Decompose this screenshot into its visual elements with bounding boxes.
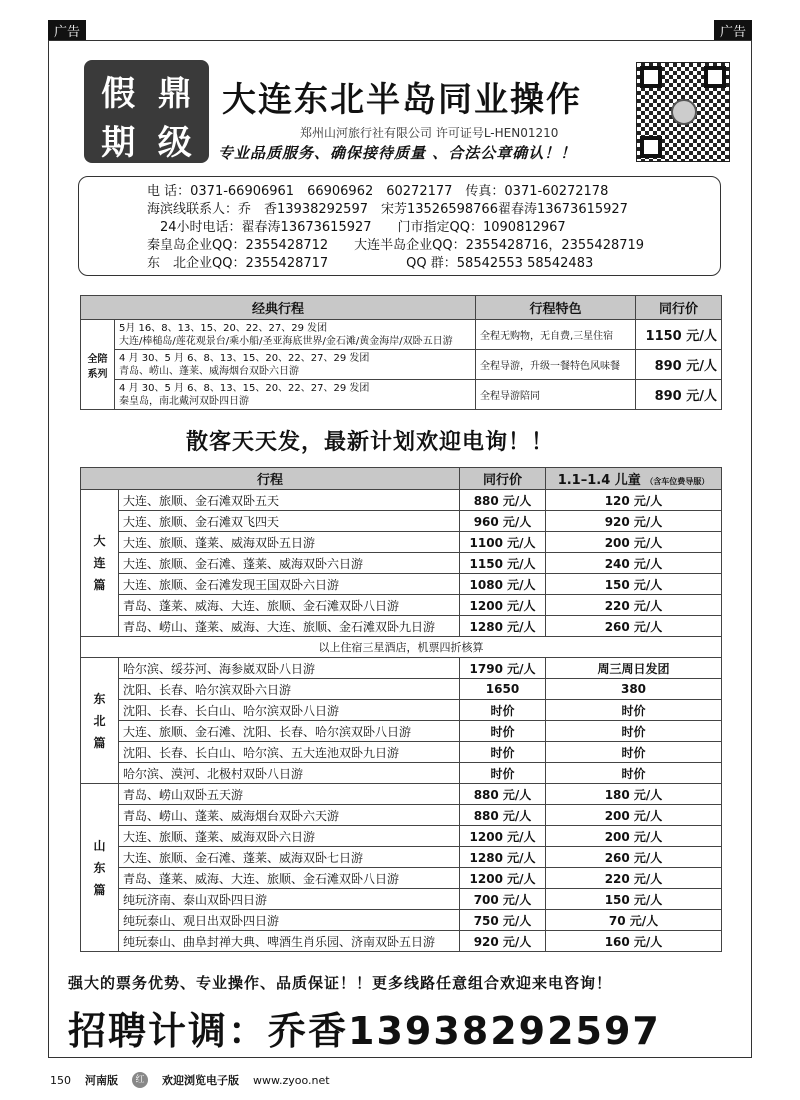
route-cell: 大连、旅顺、蓬莱、威海双卧六日游 [119,826,460,847]
col-header: 行程 [81,468,460,490]
child-price-cell: 380 [546,679,722,700]
child-price-cell: 时价 [546,763,722,784]
scattered-tour-table [80,467,722,952]
badge-icon: 红 [132,1072,148,1088]
page-footer [50,1072,330,1088]
license-info: 郑州山河旅行社有限公司 许可证号L-HEN01210 [300,126,559,140]
price-cell: 1280 元/人 [460,616,546,637]
child-price-cell: 220 元/人 [546,868,722,889]
contact-row: 东 北企业QQ：2355428717 QQ 群：58542553 58542483 [147,256,594,271]
section-label: 东 北 篇 [81,658,119,784]
child-price-cell: 200 元/人 [546,826,722,847]
child-price-cell: 260 元/人 [546,616,722,637]
route-cell: 纯玩泰山、观日出双卧四日游 [119,910,460,931]
table-row [81,763,722,784]
ad-tag-left: 广告 [48,20,86,41]
price-cell: 1200 元/人 [460,826,546,847]
edition: 河南版 [85,1074,118,1087]
route-cell: 青岛、崂山、蓬莱、威海、大连、旅顺、金石滩双卧九日游 [119,616,460,637]
section-label: 大 连 篇 [81,490,119,637]
qr-code [636,62,730,162]
itinerary-cell: 4 月 30、5 月 6、8、13、15、20、22、27、29 发团 秦皇岛，南北戴河双卧四日游 [115,380,476,410]
table-row [81,553,722,574]
recruit-line: 招聘计调：乔香13938292597 [68,1009,661,1053]
price-cell: 700 元/人 [460,889,546,910]
child-price-cell: 180 元/人 [546,784,722,805]
price-cell: 890 元/人 [636,350,722,380]
table-row [81,658,722,679]
logo-char: 级 [157,123,192,163]
price-cell: 1200 元/人 [460,868,546,889]
child-price-cell: 150 元/人 [546,889,722,910]
price-cell: 时价 [460,763,546,784]
logo-char: 假 [101,74,136,114]
table-row [81,320,722,350]
price-cell: 1200 元/人 [460,595,546,616]
price-cell: 1650 [460,679,546,700]
table-row [81,616,722,637]
section-label: 山 东 篇 [81,784,119,952]
child-price-cell: 260 元/人 [546,847,722,868]
col-header: 同行价 [460,468,546,490]
table-row [81,721,722,742]
table-row [81,679,722,700]
child-price-cell: 120 元/人 [546,490,722,511]
route-cell: 哈尔滨、绥芬河、海参崴双卧八日游 [119,658,460,679]
table-row [81,826,722,847]
price-cell: 920 元/人 [460,931,546,952]
route-cell: 大连、旅顺、金石滩双飞四天 [119,511,460,532]
child-price-cell: 200 元/人 [546,805,722,826]
col-header [546,468,722,490]
price-cell: 750 元/人 [460,910,546,931]
page-title: 大连东北半岛同业操作 [222,80,582,120]
route-cell: 大连、旅顺、金石滩双卧五天 [119,490,460,511]
child-price-cell: 150 元/人 [546,574,722,595]
child-price-cell: 240 元/人 [546,553,722,574]
headline: 散客天天发，最新计划欢迎电询！！ [186,430,555,455]
price-cell: 1150 元/人 [636,320,722,350]
logo [84,60,209,163]
table-row [81,910,722,931]
price-cell: 1790 元/人 [460,658,546,679]
col-header-text: 1.1–1.4 儿童 [557,473,641,488]
child-price-cell: 160 元/人 [546,931,722,952]
route-cell: 青岛、蓬莱、威海、大连、旅顺、金石滩双卧八日游 [119,595,460,616]
itinerary-cell: 5月 16、8、13、15、20、22、27、29 发团 大连/棒槌岛/莲花观景台/乘小船/圣亚海底世界/金石滩/黄金海岸/双卧五日游 [115,320,476,350]
col-header: 行程特色 [476,296,636,320]
contact-row: 24小时电话：翟春涛13673615927 门市指定QQ：1090812967 [147,220,566,235]
price-cell: 时价 [460,700,546,721]
table-row [81,380,722,410]
table-row [81,742,722,763]
promo-line: 强大的票务优势、专业操作、品质保证！！更多线路任意组合欢迎来电咨询！ [68,974,613,992]
route-cell: 纯玩泰山、曲阜封禅大典、啤酒生肖乐园、济南双卧五日游 [119,931,460,952]
child-price-cell: 920 元/人 [546,511,722,532]
itinerary-cell: 4 月 30、5 月 6、8、13、15、20、22、27、29 发团 青岛、崂山、蓬莱、威海烟台双卧六日游 [115,350,476,380]
table-row [81,574,722,595]
feature-cell: 全程导游陪同 [476,380,636,410]
note-cell: 以上住宿三星酒店，机票四折核算 [81,637,722,658]
route-cell: 大连、旅顺、金石滩、蓬莱、威海双卧七日游 [119,847,460,868]
child-price-cell: 200 元/人 [546,532,722,553]
child-price-cell: 时价 [546,700,722,721]
contact-box [78,176,721,276]
classic-itinerary-table [80,295,722,410]
table-row [81,889,722,910]
footer-text: 欢迎浏览电子版 [162,1074,239,1087]
page-number: 150 [50,1073,71,1087]
feature-cell: 全程导游，升级一餐特色风味餐 [476,350,636,380]
price-cell: 960 元/人 [460,511,546,532]
child-price-cell: 时价 [546,742,722,763]
route-cell: 青岛、崂山、蓬莱、威海烟台双卧六天游 [119,805,460,826]
table-row [81,350,722,380]
route-cell: 青岛、蓬莱、威海、大连、旅顺、金石滩双卧八日游 [119,868,460,889]
contact-row: 秦皇岛企业QQ：2355428712 大连半岛企业QQ：2355428716，2355428719 [147,238,645,253]
table-row [81,868,722,889]
table-row [81,595,722,616]
table-row [81,847,722,868]
route-cell: 纯玩济南、泰山双卧四日游 [119,889,460,910]
contact-row: 海滨线联系人：乔 香13938292597 宋芳13526598766翟春涛13673615927 [147,202,628,217]
price-cell: 890 元/人 [636,380,722,410]
slogan: 专业品质服务、确保接待质量 、合法公章确认！！ [218,144,577,162]
price-cell: 时价 [460,721,546,742]
price-cell: 880 元/人 [460,490,546,511]
route-cell: 沈阳、长春、哈尔滨双卧六日游 [119,679,460,700]
contact-row: 电 话：0371-66906961 66906962 60272177 传真：0371-60272178 [147,184,609,199]
child-note: （含车位费导服） [645,477,710,486]
category-cell: 全陪系列 [81,320,115,410]
ad-tag-right: 广告 [714,20,752,41]
table-row [81,511,722,532]
table-row [81,931,722,952]
price-cell: 1100 元/人 [460,532,546,553]
table-row [81,784,722,805]
route-cell: 哈尔滨、漠河、北极村双卧八日游 [119,763,460,784]
route-cell: 青岛、崂山双卧五天游 [119,784,460,805]
route-cell: 沈阳、长春、长白山、哈尔滨双卧八日游 [119,700,460,721]
logo-char: 期 [101,123,136,163]
child-price-cell: 220 元/人 [546,595,722,616]
child-price-cell: 时价 [546,721,722,742]
route-cell: 大连、旅顺、金石滩、蓬莱、威海双卧六日游 [119,553,460,574]
col-header: 经典行程 [81,296,476,320]
col-header: 同行价 [636,296,722,320]
child-price-cell: 周三周日发团 [546,658,722,679]
route-cell: 大连、旅顺、金石滩发现王国双卧六日游 [119,574,460,595]
route-cell: 大连、旅顺、金石滩、沈阳、长春、哈尔滨双卧八日游 [119,721,460,742]
table-row [81,700,722,721]
logo-char: 鼎 [157,74,192,114]
table-row [81,532,722,553]
table-row [81,805,722,826]
price-cell: 880 元/人 [460,805,546,826]
route-cell: 大连、旅顺、蓬莱、威海双卧五日游 [119,532,460,553]
note-row [81,637,722,658]
price-cell: 1150 元/人 [460,553,546,574]
route-cell: 沈阳、长春、长白山、哈尔滨、五大连池双卧九日游 [119,742,460,763]
price-cell: 880 元/人 [460,784,546,805]
table-row [81,490,722,511]
price-cell: 时价 [460,742,546,763]
feature-cell: 全程无购物，无自费,三星住宿 [476,320,636,350]
price-cell: 1080 元/人 [460,574,546,595]
child-price-cell: 70 元/人 [546,910,722,931]
footer-url: www.zyoo.net [253,1073,330,1087]
price-cell: 1280 元/人 [460,847,546,868]
